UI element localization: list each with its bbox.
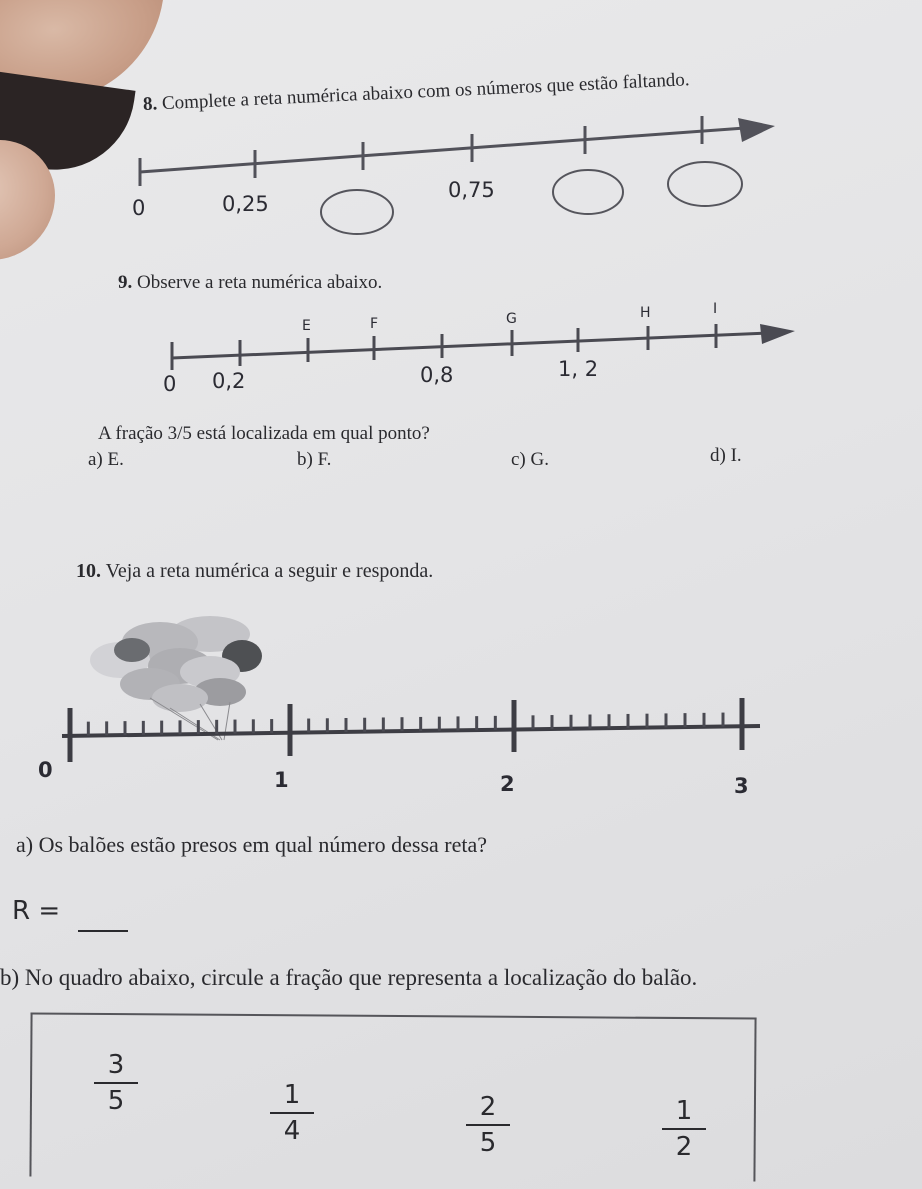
fraction-numerator: 3 <box>107 1050 125 1080</box>
fraction-numerator: 1 <box>675 1096 693 1126</box>
q8-number-line <box>0 0 922 260</box>
q8-arrow-head <box>738 118 775 142</box>
answer-prefix: R = <box>12 896 61 926</box>
q10-ruler-label-3: 3 <box>734 774 749 798</box>
q9-label-12: 1, 2 <box>558 357 599 381</box>
fraction-denominator: 2 <box>675 1132 693 1162</box>
q10-text: Veja a reta numérica a seguir e responda. <box>105 560 434 582</box>
q9-label-08: 0,8 <box>420 363 454 387</box>
q9-point-i: I <box>713 301 718 317</box>
q9-text: Observe a reta numérica abaixo. <box>137 272 383 293</box>
fraction-option-3-5[interactable] <box>86 1050 146 1116</box>
q9-number: 9. <box>118 272 133 293</box>
answer-blank-line[interactable] <box>78 930 128 932</box>
q9-label-0: 0 <box>163 372 177 396</box>
q9-point-f: F <box>370 316 379 332</box>
fraction-denominator: 5 <box>479 1128 497 1158</box>
fraction-option-1-2[interactable] <box>654 1096 714 1162</box>
balloon-icon <box>114 638 150 662</box>
q10-part-b: b) No quadro abaixo, circule a fração que representa a localização do balão. <box>0 965 698 990</box>
fraction-denominator: 5 <box>107 1086 125 1116</box>
q9-option-b: b) F. <box>297 449 332 470</box>
fraction-option-2-5[interactable] <box>458 1092 518 1158</box>
q10-ruler <box>0 690 922 780</box>
q10-number: 10. <box>76 560 101 582</box>
q10-ruler-label-1: 1 <box>274 768 289 792</box>
q8-line-axis <box>140 128 745 172</box>
q9-point-e: E <box>302 318 311 334</box>
q10-ruler-label-0: 0 <box>38 758 53 782</box>
fraction-denominator: 4 <box>283 1116 301 1146</box>
q8-label-075: 0,75 <box>448 178 495 202</box>
fraction-numerator: 2 <box>479 1092 497 1122</box>
q9-number-line <box>0 290 922 390</box>
q10-ruler-label-2: 2 <box>500 772 515 796</box>
q9-label-02: 0,2 <box>212 369 246 393</box>
q8-blank-circle-2 <box>553 170 623 214</box>
q10-ruler-axis <box>62 726 760 736</box>
q10-part-a: a) Os balões estão presos em qual número dessa reta? <box>16 832 488 857</box>
fraction-numerator: 1 <box>283 1080 301 1110</box>
q8-number: 8. <box>142 93 158 115</box>
q9-option-a: a) E. <box>88 449 124 470</box>
q9-option-d: d) I. <box>710 445 742 466</box>
q8-text: Complete a reta numérica abaixo com os números que estão faltando. <box>161 69 691 115</box>
q9-point-g: G <box>506 311 517 327</box>
q8-label-025: 0,25 <box>222 192 269 216</box>
q9-line-axis <box>172 333 770 358</box>
q10-statement <box>76 560 433 583</box>
q8-label-0: 0 <box>132 196 146 220</box>
q9-question: A fração 3/5 está localizada em qual ponto? <box>98 423 430 444</box>
fraction-bar <box>94 1082 138 1084</box>
q8-blank-circle-1 <box>321 190 393 234</box>
q9-point-h: H <box>640 305 651 321</box>
q9-option-c: c) G. <box>511 449 549 470</box>
q9-arrow-head <box>760 324 795 344</box>
fraction-bar <box>270 1112 314 1114</box>
fraction-bar <box>466 1124 510 1126</box>
fraction-bar <box>662 1128 706 1130</box>
q8-blank-circle-3 <box>668 162 742 206</box>
fraction-option-1-4[interactable] <box>262 1080 322 1146</box>
